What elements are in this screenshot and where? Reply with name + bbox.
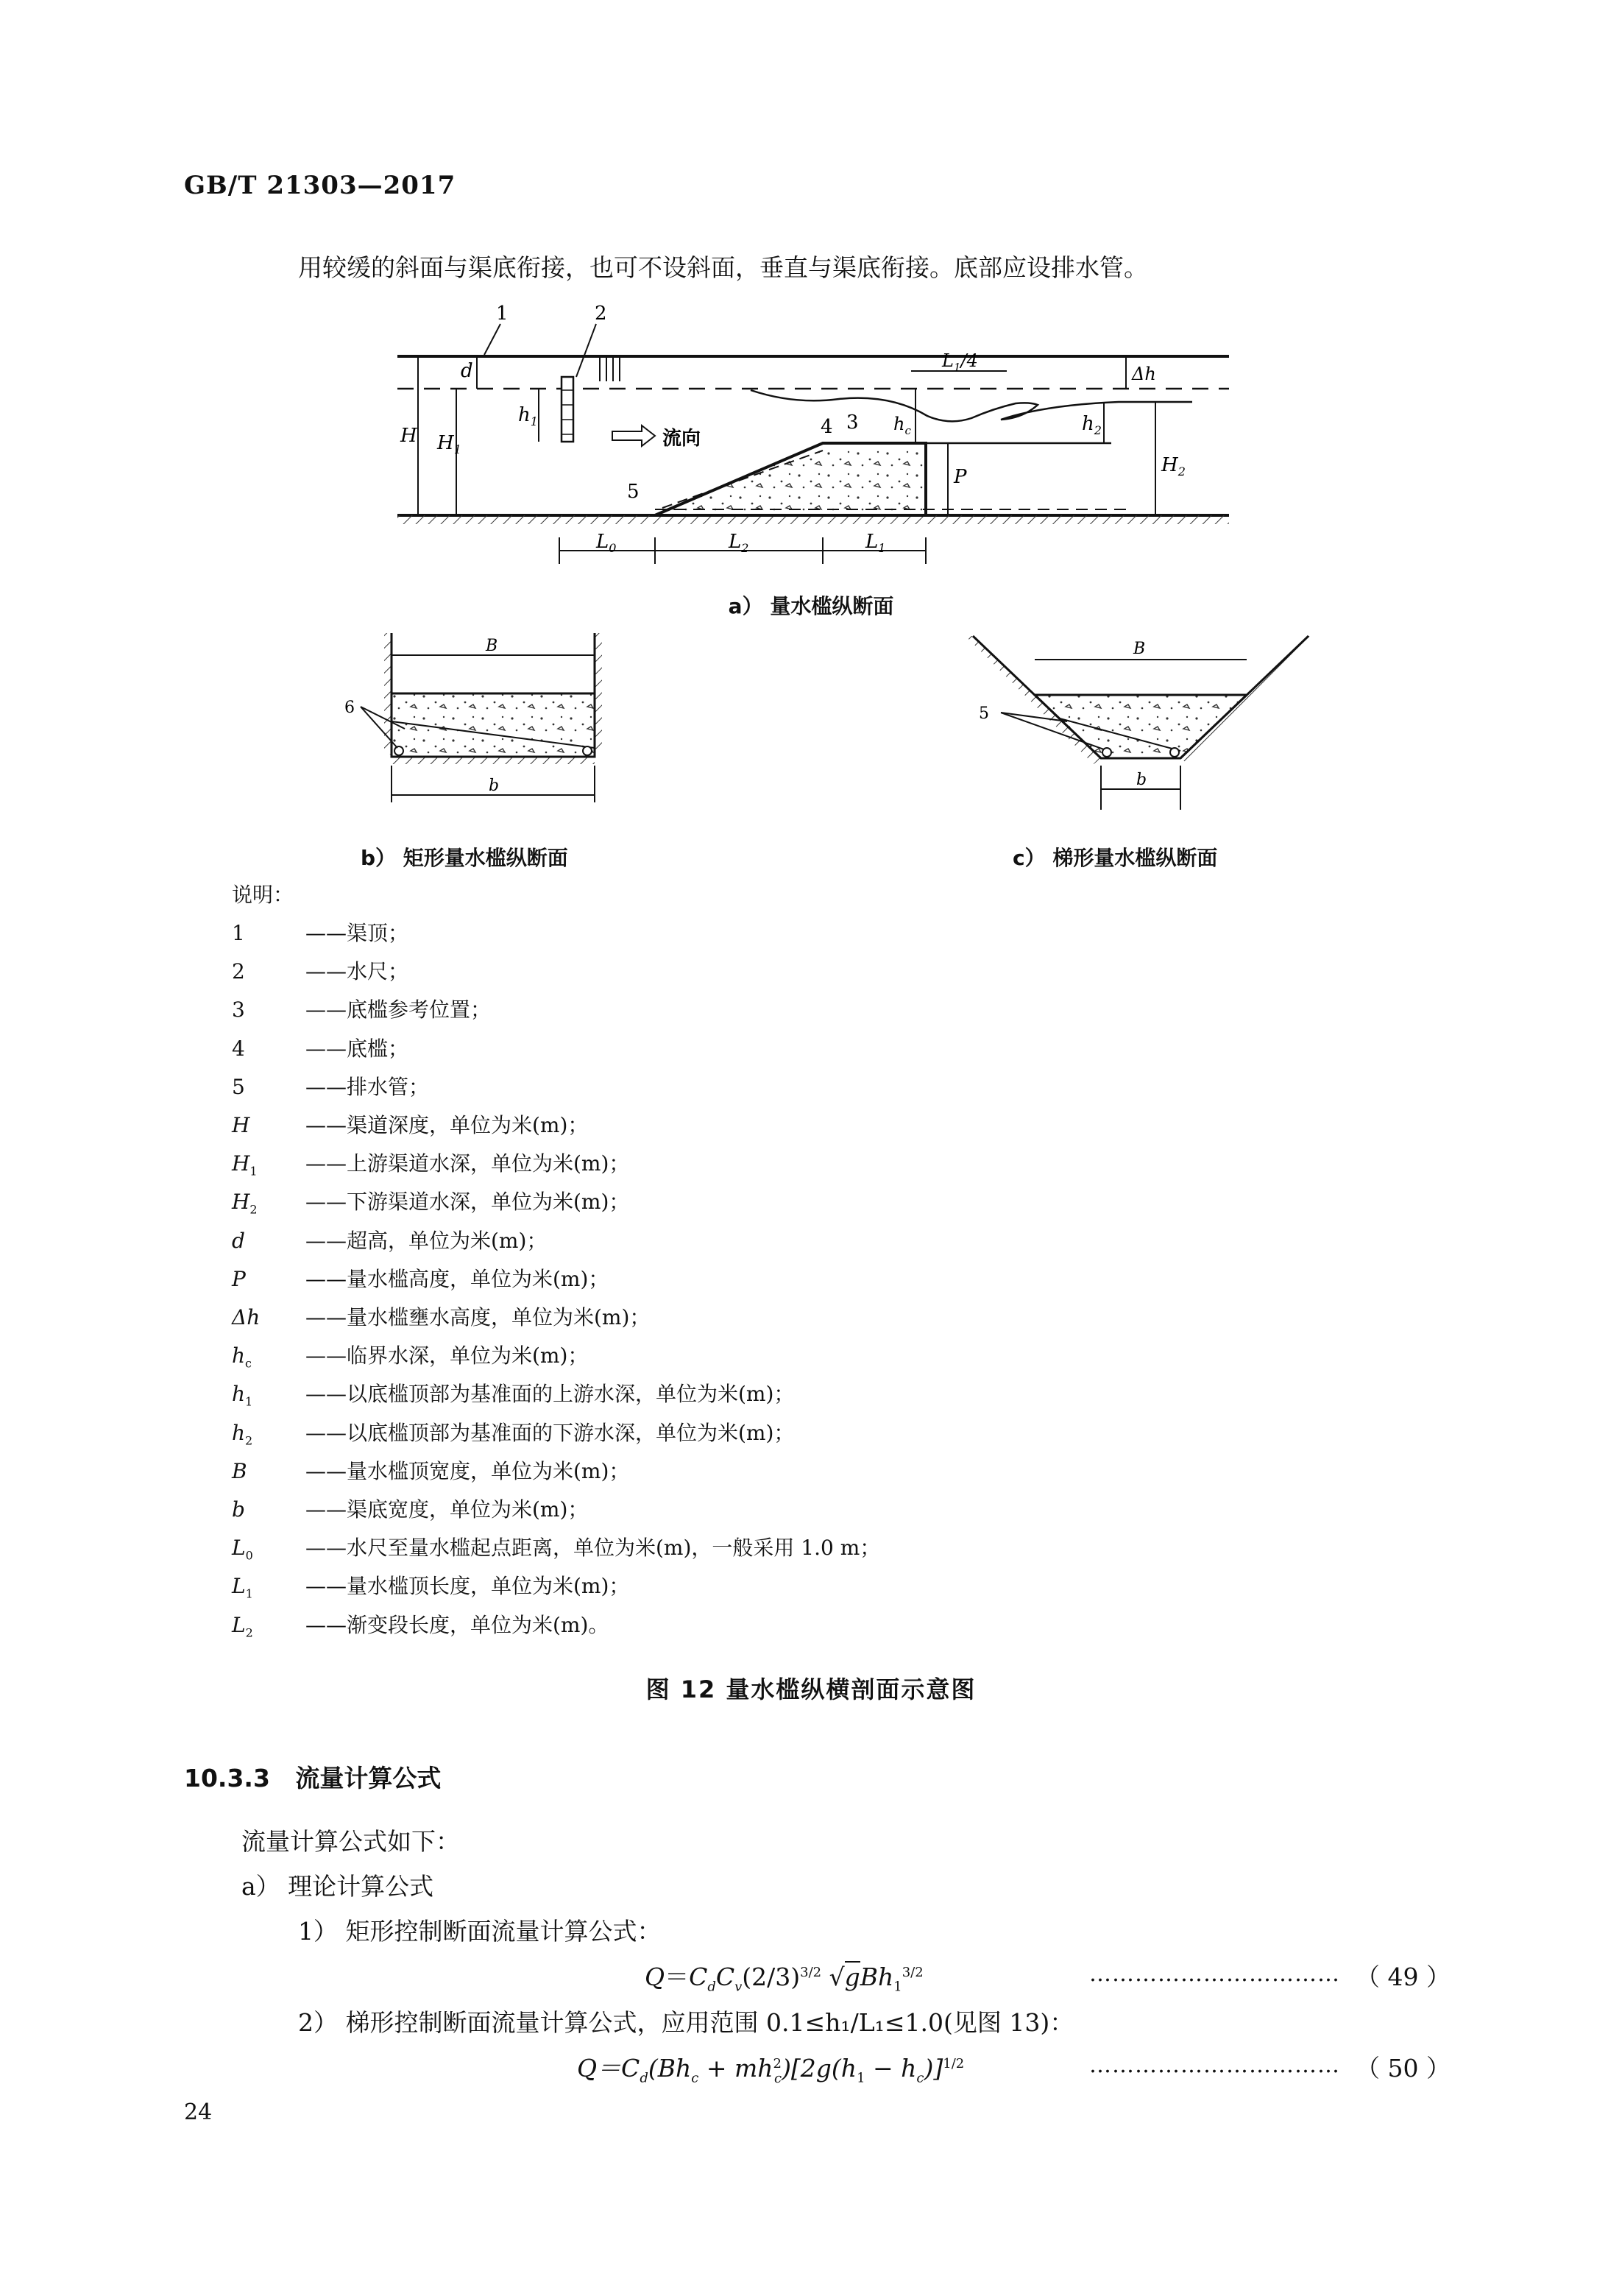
flow-direction-label: 流向	[662, 428, 701, 450]
figure-caption: 图 12 量水槛纵横剖面示意图	[645, 1675, 977, 1703]
standard-header: GB/T 21303—2017	[184, 171, 456, 200]
legend-item	[232, 1225, 547, 1254]
diagram-a-label-1: 1	[496, 303, 509, 325]
legend-item	[232, 1186, 629, 1217]
legend-item	[232, 1033, 408, 1062]
legend-text: ——临界水深，单位为米(m)；	[305, 1343, 589, 1368]
legend-symbol-subscript: 2	[249, 1202, 258, 1217]
legend-symbol: Δh	[232, 1305, 261, 1329]
legend-symbol-subscript: 1	[245, 1394, 253, 1409]
legend-item	[232, 1494, 588, 1523]
symbol-h2: $h_2$	[1082, 413, 1102, 437]
legend-text: ——下游渠道水深，单位为米(m)；	[305, 1190, 630, 1215]
legend-symbol-subscript: c	[245, 1356, 252, 1371]
legend-symbol: 2	[232, 959, 245, 984]
legend-symbol: B	[232, 1458, 247, 1483]
legend-text: ——水尺至量水槛起点距离，单位为米(m)，一般采用 1.0 m；	[305, 1536, 881, 1561]
trap-label-5: 5	[979, 704, 989, 723]
page-number: 24	[184, 2099, 213, 2125]
formula-49-leader: ……………………………	[1089, 1961, 1340, 1987]
item-a: a） 理论计算公式	[241, 1872, 434, 1901]
diagram-c-caption: c） 梯形量水槛纵断面	[1013, 846, 1218, 870]
legend-symbol: P	[232, 1266, 246, 1291]
legend-item	[232, 1148, 629, 1179]
rect-symbol-b: b	[489, 777, 500, 795]
legend-item	[232, 1417, 794, 1448]
formula-50-number: （ 50 ）	[1356, 2054, 1451, 2083]
symbol-h1: $h_1$	[518, 404, 538, 428]
legend-symbol-subscript: 1	[245, 1586, 253, 1601]
section-title: 流量计算公式	[295, 1764, 442, 1792]
symbol-H: H	[400, 425, 417, 447]
legend-text: ——水尺；	[305, 959, 409, 984]
diagram-c-trapezoidal-section	[957, 626, 1325, 824]
legend-symbol: $h_c$	[232, 1343, 252, 1371]
legend-symbol-subscript: 1	[249, 1164, 258, 1179]
legend-symbol-subscript: 0	[245, 1548, 253, 1563]
symbol-L1-4: $L_1/4$	[942, 350, 978, 374]
symbol-H1: $H_1$	[437, 432, 461, 456]
item-2: 2） 梯形控制断面流量计算公式，应用范围 0.1≤h₁/L₁≤1.0(见图 13)：	[298, 2008, 1074, 2037]
diagram-a-label-2: 2	[595, 303, 607, 325]
legend-item	[232, 1609, 609, 1640]
diagram-b-rectangular-section	[331, 626, 640, 824]
trap-symbol-b: b	[1136, 771, 1147, 789]
legend-symbol-subscript: 2	[245, 1625, 253, 1640]
symbol-dh: Δh	[1132, 364, 1156, 384]
legend-symbol: 4	[232, 1036, 245, 1061]
legend-symbol: $L_0$	[232, 1536, 253, 1563]
diagram-a-longitudinal-section	[383, 294, 1251, 618]
legend-item	[232, 1378, 794, 1409]
symbol-L0: $L_0$	[596, 531, 617, 555]
legend-item	[232, 1263, 609, 1293]
formula-49-number: （ 49 ）	[1356, 1963, 1451, 1991]
legend-item	[232, 1455, 629, 1485]
diagram-a-label-3: 3	[846, 411, 859, 434]
legend-symbol: d	[232, 1228, 245, 1253]
legend-symbol: H	[232, 1113, 250, 1137]
legend-item	[232, 1532, 880, 1563]
diagram-a-caption: a） 量水槛纵断面	[728, 594, 894, 618]
legend-symbol: $L_2$	[232, 1612, 253, 1640]
legend-text: ——底槛；	[305, 1036, 409, 1061]
legend-symbol: $H_1$	[232, 1151, 258, 1179]
legend-symbol-subscript: 2	[245, 1433, 253, 1448]
section-intro: 流量计算公式如下：	[241, 1827, 460, 1856]
symbol-L2: $L_2$	[729, 531, 749, 555]
legend-text: ——底槛参考位置；	[305, 997, 492, 1022]
legend-text: ——渐变段长度，单位为米(m)。	[305, 1612, 609, 1637]
legend-symbol: $h_2$	[232, 1420, 253, 1448]
symbol-P: P	[954, 466, 967, 488]
legend-symbol: $L_1$	[232, 1574, 253, 1601]
legend-text: ——量水槛高度，单位为米(m)；	[305, 1266, 609, 1291]
legend-symbol: 5	[232, 1074, 245, 1099]
legend-text: ——以底槛顶部为基准面的下游水深，单位为米(m)；	[305, 1420, 795, 1445]
trap-symbol-B: B	[1133, 640, 1146, 658]
formula-49: $Q=C_dC_v(2/3)^{3/2}$ √gBh$_1^{3/2}$	[645, 1963, 924, 1995]
legend-item	[232, 1340, 588, 1371]
symbol-H2: $H_2$	[1161, 454, 1186, 478]
rect-symbol-B: B	[486, 637, 498, 655]
legend-text: ——超高，单位为米(m)；	[305, 1228, 548, 1253]
rect-label-6: 6	[344, 699, 355, 717]
legend-item	[232, 917, 408, 947]
legend-text: ——渠底宽度，单位为米(m)；	[305, 1497, 589, 1522]
symbol-d: d	[461, 360, 473, 382]
diagram-b-caption: b） 矩形量水槛纵断面	[361, 846, 568, 870]
legend-symbol: 1	[232, 921, 245, 945]
section-heading	[184, 1759, 441, 1794]
legend-item	[232, 1071, 429, 1101]
legend-text: ——排水管；	[305, 1074, 430, 1099]
legend-item	[232, 994, 491, 1023]
legend-title: 说明：	[232, 883, 294, 907]
symbol-L1: $L_1$	[865, 531, 886, 555]
legend-item	[232, 956, 408, 985]
legend-symbol: 3	[232, 997, 245, 1022]
legend-text: ——量水槛顶长度，单位为米(m)；	[305, 1574, 630, 1599]
legend-symbol: b	[232, 1497, 245, 1522]
legend-item	[232, 1570, 629, 1601]
symbol-hc: $h_c$	[893, 414, 911, 437]
legend-text: ——量水槛顶宽度，单位为米(m)；	[305, 1458, 630, 1483]
legend-text: ——上游渠道水深，单位为米(m)；	[305, 1151, 630, 1176]
legend-symbol: $H_2$	[232, 1190, 258, 1217]
formula-50: $Q=C_d(Bh_c + mh^2_c)[2g(h_1 - h_c)]^{1/2}$	[577, 2054, 965, 2086]
legend-text: ——渠道深度，单位为米(m)；	[305, 1113, 589, 1137]
legend-text: ——渠顶；	[305, 921, 409, 945]
legend-item	[232, 1109, 588, 1139]
section-number: 10.3.3	[184, 1764, 270, 1792]
formula-50-leader: ……………………………	[1089, 2052, 1340, 2078]
legend-text: ——以底槛顶部为基准面的上游水深，单位为米(m)；	[305, 1382, 795, 1407]
diagram-a-label-4: 4	[821, 416, 833, 438]
legend-text: ——量水槛壅水高度，单位为米(m)；	[305, 1305, 651, 1329]
item-1: 1） 矩形控制断面流量计算公式：	[298, 1917, 662, 1946]
legend-symbol: $h_1$	[232, 1382, 253, 1409]
diagram-a-label-5: 5	[627, 481, 640, 503]
legend-item	[232, 1301, 650, 1331]
intro-paragraph: 用较缓的斜面与渠底衔接，也可不设斜面，垂直与渠底衔接。底部应设排水管。	[298, 253, 1148, 282]
